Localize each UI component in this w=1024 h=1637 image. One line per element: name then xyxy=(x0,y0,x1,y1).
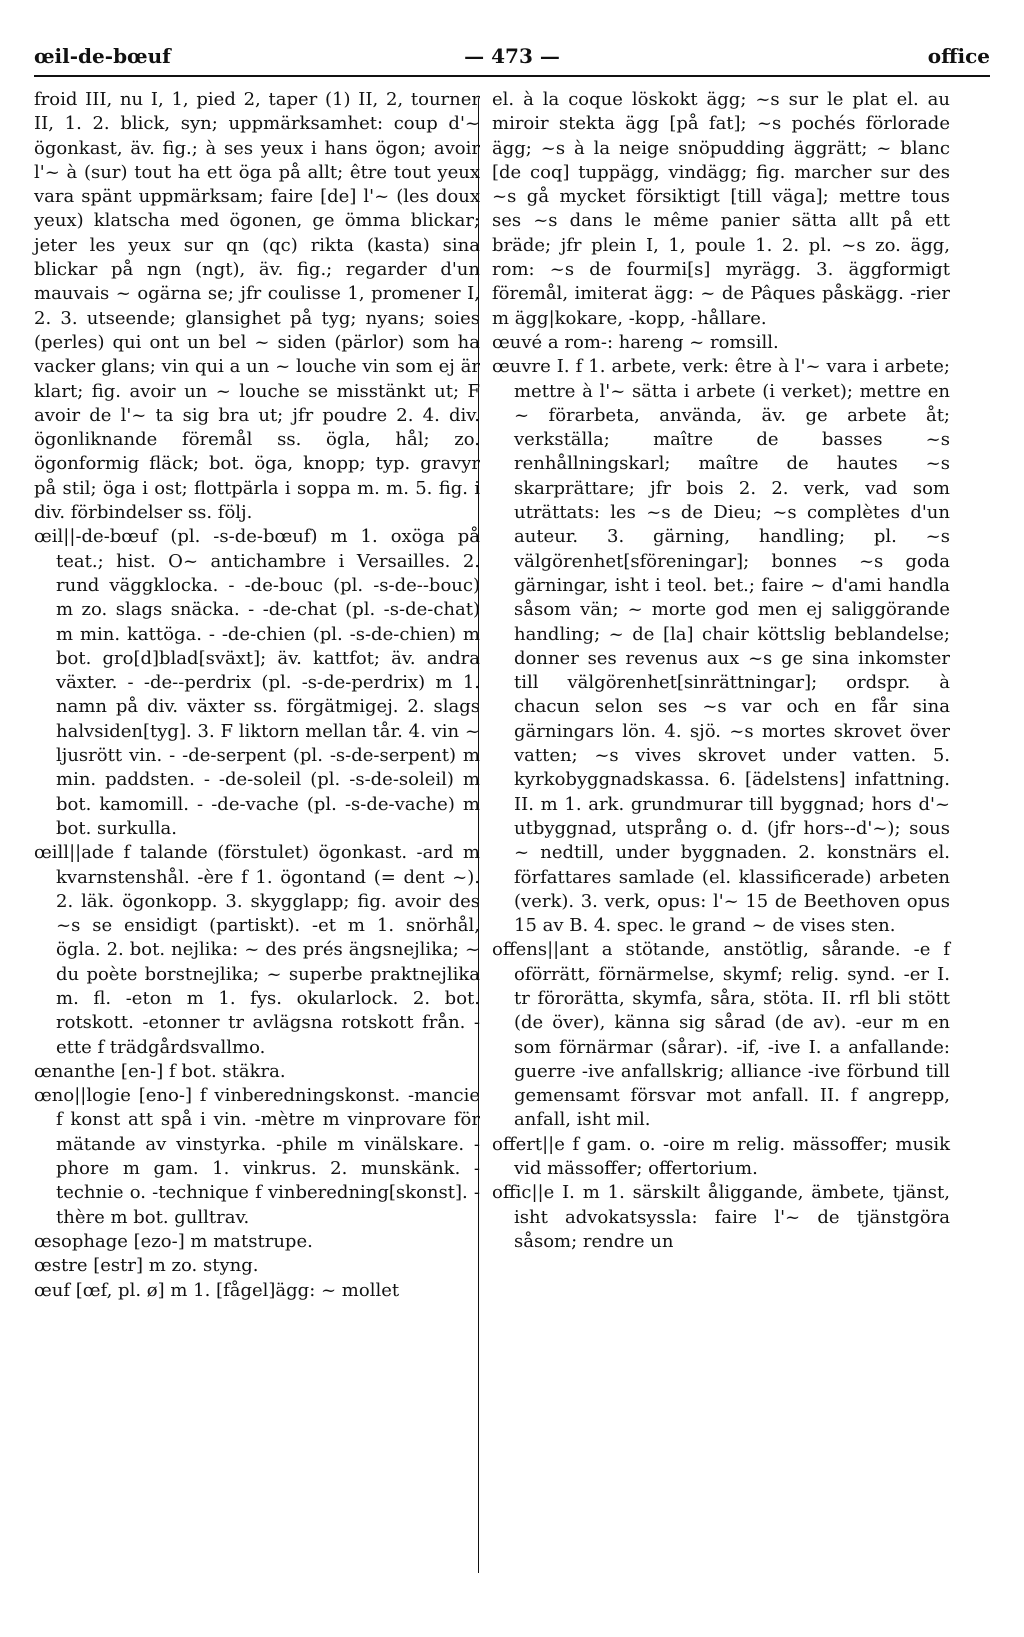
header-rule xyxy=(34,75,990,77)
entry: offic||e I. m 1. särskilt åliggande, ämbete, tjänst, isht advokatsyssla: faire l'~ de tjänstgöra såsom; rendre un xyxy=(492,1182,950,1252)
column-divider xyxy=(478,98,479,1573)
entry: œil||-de-bœuf (pl. -s-de-bœuf) m 1. oxöga på teat.; hist. O~ antichambre i Versailles. 2. rund väggklocka. - -de-bouc (pl. -s-de--bouc) m zo. slags snäcka. - -de-chat (pl. -s-de-chat) m min. kattöga. - -de-chien (pl. -s-de-chien) m bot. gro[d]blad[sväxt]; äv. kattfot; äv. andra växter. - -de--perdrix (pl. -s-de-perdrix) m 1. namn på div. växter ss. förgätmigej. 2. slags halvsiden[tyg]. 3. F liktorn mellan tår. 4. vin ~ ljusrött vin. - -de-serpent (pl. -s-de-serpent) m min. paddsten. - -de-soleil (pl. -s-de-soleil) m bot. kamomill. - -de-vache (pl. -s-de-vache) m bot. surkulla. xyxy=(34,526,480,839)
entry: œnanthe [en-] f bot. stäkra. xyxy=(34,1060,286,1082)
entry: œuf [œf, pl. ø] m 1. [fågel]ägg: ~ mollet xyxy=(34,1279,400,1301)
entry: froid III, nu I, 1, pied 2, taper (1) II, 2, tourner II, 1. 2. blick, syn; uppmärksamhet: coup d'~ ögonkast, äv. fig.; à ses yeux i hans ögon; avoir l'~ à (sur) tout ha ett öga på allt; être tout yeux vara spänt uppmärksam; faire [de] l'~ (les doux yeux) klatscha med ögonen, ge ömma blickar; jeter les yeux sur qn (qc) rikta (kasta) sina blickar på ngn (ngt), äv. fig.; regarder d'un mauvais ~ ogärna se; jfr coulisse 1, promener I, 2. 3. utseende; glansighet på tyg; nyans; soies (perles) qui ont un bel ~ siden (pärlor) som ha vacker glans; vin qui a un ~ louche vin som ej är klart; fig. avoir un ~ louche se misstänkt ut; F avoir de l'~ ta sig bra ut; jfr poudre 2. 4. div. ögonliknande föremål ss. ögla, hål; zo. ögonformig fläck; bot. öga, knopp; typ. gravyr på stil; öga i ost; flottpärla i soppa m. m. 5. fig. i div. förbindelser ss. följ. xyxy=(34,89,480,524)
page-header xyxy=(34,44,990,84)
entry: œsophage [ezo-] m matstrupe. xyxy=(34,1230,313,1252)
entry: el. à la coque löskokt ägg; ~s sur le plat el. au miroir stekta ägg [på fat]; ~s pochés förlorade ägg; ~s à la neige snöpudding äggrätt; ~ blanc [de coq] tuppägg, vindägg; fig. marcher sur des ~s gå mycket försiktigt [till väga]; mettre tous ses ~s dans le même panier sätta allt på ett bräde; jfr plein I, 1, poule 1. 2. pl. ~s zo. ägg, rom: ~s de fourmi[s] myrägg. 3. äggformigt föremål, imiterat ägg: ~ de Pâques påskägg. -rier m ägg|kokare, -kopp, -hållare. xyxy=(492,89,950,329)
header-left-guideword: œil-de-bœuf xyxy=(34,44,171,68)
entry: offert||e f gam. o. -oire m relig. mässoffer; musik vid mässoffer; offertorium. xyxy=(492,1133,950,1180)
entry: œill||ade f talande (förstulet) ögonkast. -ard m kvarnstenshål. -ère f 1. ögontand (= dent ~). 2. läk. ögonkopp. 3. skygglapp; fig. avoir des ~s se ensidigt (partiskt). -et m 1. snörhål, ögla. 2. bot. nejlika: ~ des prés ängsnejlika; ~ du poète borstnejlika; ~ superbe praktnejlika m. fl. -eton m 1. fys. okularlock. 2. bot. rotskott. -etonner tr avlägsna rotskott från. -ette f trädgårdsvallmo. xyxy=(34,842,480,1058)
entry: œno||logie [eno-] f vinberedningskonst. -mancie f konst att spå i vin. -mètre m vinprovare för mätande av vinstyrka. -phile m vinälskare. -phore m gam. 1. vinkrus. 2. munskänk. -technie o. -technique f vinberedning[skonst]. -thère m bot. gulltrav. xyxy=(34,1085,480,1228)
entry: offens||ant a stötande, anstötlig, sårande. -e f oförrätt, förnärmelse, skymf; relig. synd. -er I. tr förorätta, skymfa, såra, stöta. II. rfl bli stött (de över), känna sig sårad (de av). -eur m en som förnärmar (sårar). -if, -ive I. a anfallande: guerre -ive anfallskrig; alliance -ive förbund till gemensamt försvar mot anfall. II. f angrepp, anfall, isht mil. xyxy=(492,939,950,1131)
entry: œuvé a rom-: hareng ~ romsill. xyxy=(492,331,779,353)
right-column xyxy=(492,88,950,1254)
header-right-guideword: office xyxy=(927,44,990,68)
entry: œuvre I. f 1. arbete, verk: être à l'~ vara i arbete; mettre à l'~ sätta i arbete (i verket); mettre en ~ förarbeta, använda, äv. ge arbete åt; verkställa; maître de basses ~s renhållningskarl; maître de hautes ~s skarprättare; jfr bois 2. 2. verk, vad som uträttats: les ~s de Dieu; ~s complètes d'un auteur. 3. gärning, handling; pl. ~s välgörenhet[sföreningar]; bonnes ~s goda gärningar, isht i teol. bet.; faire ~ d'ami handla såsom vän; ~ morte god men ej saliggörande handling; ~ de [la] chair köttslig beblandelse; donner ses revenus aux ~s ge sina inkomster till välgörenhet[sinrättningar]; ordspr. à chacun selon ses ~s var och en får sina gärningars lön. 4. sjö. ~s mortes skrovet över vatten; ~s vives skrovet under vatten. 5. kyrkobyggnadskassa. 6. [ädelstens] infattning. II. m 1. ark. grundmurar till byggnad; hors d'~ utbyggnad, utsprång o. d. (jfr hors--d'~); sous ~ nedtill, under byggnaden. 2. konstnärs el. författares samlade (el. klassificerade) arbeten (verk). 3. verk, opus: l'~ 15 de Beethoven opus 15 av B. 4. spec. le grand ~ de vises sten. xyxy=(492,356,950,937)
entry: œstre [estr] m zo. styng. xyxy=(34,1255,259,1277)
left-column xyxy=(34,88,480,1303)
page-number: — 473 — xyxy=(464,44,560,68)
